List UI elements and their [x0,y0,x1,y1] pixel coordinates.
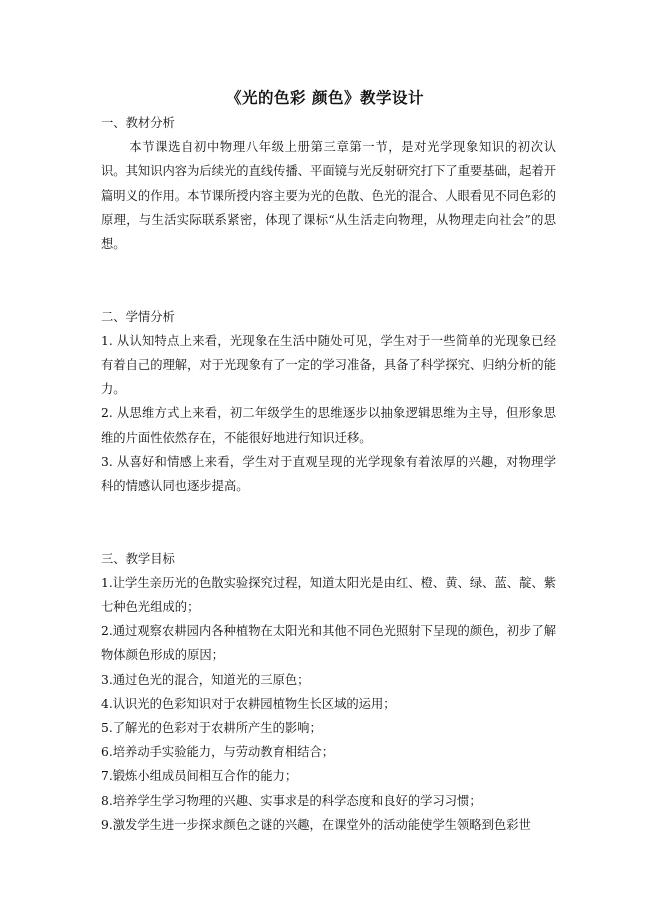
section-heading-textbook-analysis: 一、教材分析 [101,116,175,130]
paragraph: 本节课选自初中物理八年级上册第三章第一节，是对光学现象知识的初次认识。其知识内容为后续光的直线传播、平面镜与光反射研究打下了重要基础，起着开篇明义的作用。本节课所授内容主要为光的色散、色光的混合、人眼看见不同色彩的原理，与生活实际联系紧密，体现了课标“从生活走向物理，从物理走向社会”的思想。 [101,140,556,252]
section-heading-student-analysis: 二、学情分析 [101,309,175,324]
spacer [101,280,556,304]
goal-item: 7.锻炼小组成员间相互合作的能力； [101,769,298,784]
goal-item: 6.培养动手实验能力，与劳动教育相结合； [101,745,335,760]
paragraph: 2. 从思维方式上来看，初二年级学生的思维逐步以抽象逻辑思维为主导，但形象思维的片面性依然存在，不能很好地进行知识迁移。 [101,406,556,445]
document-body [101,111,556,837]
goal-item: 5.了解光的色彩对于农耕所产生的影响； [101,721,322,736]
goal-item: 8.培养学生学习物理的兴趣、实事求是的科学态度和良好的学习习惯； [101,793,482,808]
spacer [101,256,556,280]
document-title: 《光的色彩 颜色》教学设计 [226,88,424,107]
paragraph: 3. 从喜好和情感上来看，学生对于直观呈现的光学现象有着浓厚的兴趣，对物理学科的情感认同也逐步提高。 [101,454,556,494]
section-heading-teaching-goals: 三、教学目标 [101,551,175,566]
paragraph: 1. 从认知特点上来看，光现象在生活中随处可见，学生对于一些简单的光现象已经有着自己的理解，对于光现象有了一定的学习准备，具备了科学探究、归纳分析的能力。 [101,333,556,397]
goal-item: 1.让学生亲历光的色散实验探究过程，知道太阳光是由红、橙、黄、绿、蓝、靛、紫七种色光组成的； [101,575,556,614]
spacer [101,498,556,522]
spacer [101,522,556,546]
goal-item: 2.通过观察农耕园内各种植物在太阳光和其他不同色光照射下呈现的颜色，初步了解物体颜色形成的原因； [101,624,556,663]
goal-item: 4.认识光的色彩知识对于农耕园植物生长区域的运用； [101,696,396,711]
goal-item: 3.通过色光的混合，知道光的三原色； [101,672,310,687]
goal-item: 9.激发学生进一步探求颜色之谜的兴趣，在课堂外的活动能使学生领略到色彩世 [101,817,531,832]
